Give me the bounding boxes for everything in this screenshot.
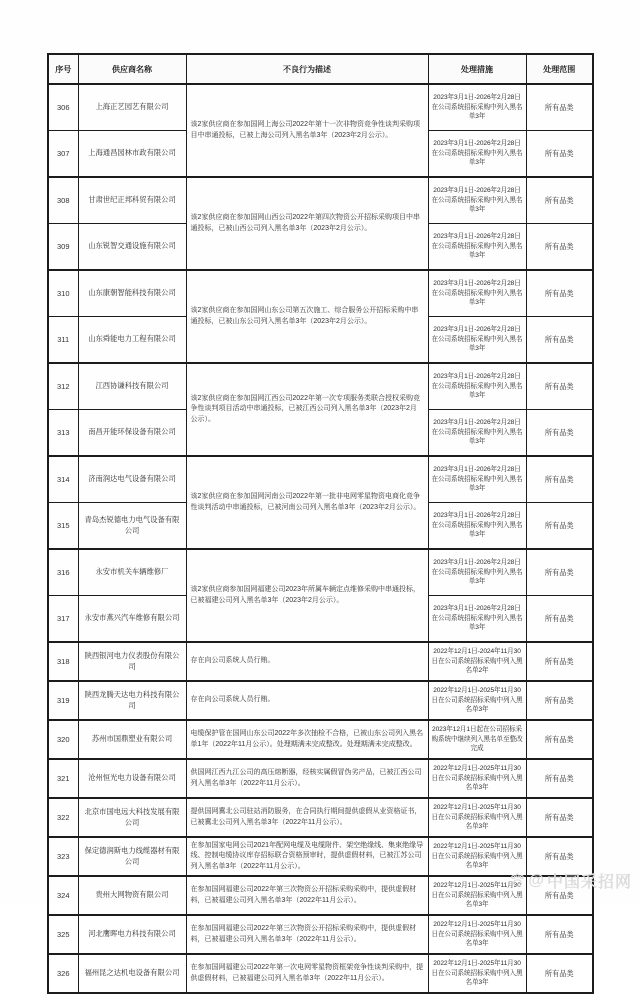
table-row <box>48 84 593 131</box>
behavior-description: 供国网江西九江公司的高压熔断器，经核实属假冒伪劣产品，已被江西公司列入黑名单3年（2022年11月公示）。 <box>186 759 428 798</box>
handling-scope: 所有品类 <box>526 915 593 954</box>
behavior-description: 该2家供应商在参加国网山东公司第五次施工、综合服务公开招标采购中串通投标，已被山东公司列入黑名单3年（2023年2月公示）。 <box>186 270 428 363</box>
supplier-name: 北京市国电远大科技发展有限公司 <box>78 798 186 837</box>
handling-measure: 2022年12月1日-2025年11月30日在公司系统招标采购中列入黑名单3年 <box>428 759 526 798</box>
behavior-description: 存在向公司系统人员行贿。 <box>186 642 428 681</box>
handling-measure: 2023年3月1日-2026年2月28日在公司系统招标采购中列入黑名单3年 <box>428 549 526 596</box>
supplier-name: 山东锐智交通设施有限公司 <box>78 224 186 271</box>
table-row <box>48 456 593 503</box>
handling-measure: 2023年3月1日-2026年2月28日在公司系统招标采购中列入黑名单3年 <box>428 224 526 271</box>
handling-measure: 2023年3月1日-2026年2月28日在公司系统招标采购中列入黑名单3年 <box>428 596 526 643</box>
supplier-name: 上海通昌园林市政有限公司 <box>78 131 186 178</box>
handling-measure: 2023年3月1日-2026年2月28日在公司系统招标采购中列入黑名单3年 <box>428 317 526 364</box>
table-row <box>48 363 593 410</box>
handling-measure: 2022年12月1日-2025年11月30日在公司系统招标采购中列入黑名单3年 <box>428 681 526 720</box>
behavior-description: 存在向公司系统人员行贿。 <box>186 681 428 720</box>
serial-number: 313 <box>48 410 78 457</box>
supplier-name: 永安市机关车辆维修厂 <box>78 549 186 596</box>
handling-scope: 所有品类 <box>526 681 593 720</box>
table-row <box>48 681 593 720</box>
handling-measure: 2023年12月1日起在公司招标采购系统中继续列入黑名单至整改完成 <box>428 720 526 759</box>
serial-number: 326 <box>48 954 78 993</box>
supplier-blacklist-table <box>47 53 594 994</box>
table-body <box>48 84 593 993</box>
handling-scope: 所有品类 <box>526 317 593 364</box>
handling-scope: 所有品类 <box>526 798 593 837</box>
supplier-name: 陕西银河电力仪表股份有限公司 <box>78 642 186 681</box>
handling-measure: 2023年3月1日-2026年2月28日在公司系统招标采购中列入黑名单3年 <box>428 503 526 550</box>
supplier-name: 沧州恒光电力设备有限公司 <box>78 759 186 798</box>
handling-measure: 2022年12月1日-2025年11月30日在公司系统招标采购中列入黑名单3年 <box>428 798 526 837</box>
serial-number: 324 <box>48 876 78 915</box>
serial-number: 306 <box>48 84 78 131</box>
supplier-name: 济南润达电气设备有限公司 <box>78 456 186 503</box>
handling-scope: 所有品类 <box>526 876 593 915</box>
handling-scope: 所有品类 <box>526 410 593 457</box>
serial-number: 310 <box>48 270 78 317</box>
serial-number: 315 <box>48 503 78 550</box>
supplier-name: 上海正艺园艺有限公司 <box>78 84 186 131</box>
handling-scope: 所有品类 <box>526 642 593 681</box>
blacklist-table-wrapper <box>47 53 594 994</box>
behavior-description: 该2家供应商在参加国网上海公司2022年第十一次非物资竞争性谈判采购项目中串通投标，已被上海公司列入黑名单3年（2023年2月公示）。 <box>186 84 428 177</box>
column-header-2: 不良行为描述 <box>186 54 428 84</box>
handling-measure: 2023年3月1日-2026年2月28日在公司系统招标采购中列入黑名单3年 <box>428 84 526 131</box>
handling-measure: 2022年12月1日-2025年11月30日在公司系统招标采购中列入黑名单3年 <box>428 876 526 915</box>
behavior-description: 提供国网冀北公司驻站消防服务，在合同执行期间提供虚假从业资格证书，已被冀北公司列入黑名单3年（2022年11月公示）。 <box>186 798 428 837</box>
handling-scope: 所有品类 <box>526 837 593 876</box>
handling-scope: 所有品类 <box>526 759 593 798</box>
serial-number: 322 <box>48 798 78 837</box>
behavior-description: 该2家供应商参加国网福建公司2023年所属车辆定点维修采购中串通投标，已被福建公司列入黑名单3年（2023年2月公示）。 <box>186 549 428 642</box>
behavior-description: 该2家供应商在参加国网江西公司2022年第一次专项服务类联合授权采购竞争性谈判项目活动中串通投标，已被江西公司列入黑名单3年（2023年2月公示）。 <box>186 363 428 456</box>
behavior-description: 该2家供应商在参加国网山西公司2022年第四次物资公开招标采购项目中串通投标，已被山西公司列入黑名单3年（2023年2月公示）。 <box>186 177 428 270</box>
handling-measure: 2023年3月1日-2026年2月28日在公司系统招标采购中列入黑名单3年 <box>428 270 526 317</box>
handling-scope: 所有品类 <box>526 84 593 131</box>
handling-measure: 2023年3月1日-2026年2月28日在公司系统招标采购中列入黑名单3年 <box>428 363 526 410</box>
serial-number: 312 <box>48 363 78 410</box>
supplier-name: 保定德润斯电力线缆器材有限公司 <box>78 837 186 876</box>
handling-measure: 2022年12月1日-2025年11月30日在公司系统招标采购中列入黑名单3年 <box>428 837 526 876</box>
table-row <box>48 642 593 681</box>
serial-number: 325 <box>48 915 78 954</box>
serial-number: 318 <box>48 642 78 681</box>
handling-scope: 所有品类 <box>526 456 593 503</box>
handling-scope: 所有品类 <box>526 596 593 643</box>
supplier-name: 河北鹰晖电力科技有限公司 <box>78 915 186 954</box>
column-header-4: 处理范围 <box>526 54 593 84</box>
supplier-name: 山东康朝智能科技有限公司 <box>78 270 186 317</box>
table-row <box>48 759 593 798</box>
behavior-description: 在参加国网福建公司2022年第三次物资公开招标采购采购中，提供虚假材料，已被福建公司列入黑名单3年（2022年11月公示）。 <box>186 915 428 954</box>
supplier-name: 南昌开能环保设备有限公司 <box>78 410 186 457</box>
handling-scope: 所有品类 <box>526 503 593 550</box>
table-row <box>48 915 593 954</box>
handling-measure: 2023年3月1日-2026年2月28日在公司系统招标采购中列入黑名单3年 <box>428 177 526 224</box>
serial-number: 314 <box>48 456 78 503</box>
handling-scope: 所有品类 <box>526 177 593 224</box>
handling-scope: 所有品类 <box>526 363 593 410</box>
paw-logo-icon <box>509 872 526 889</box>
handling-scope: 所有品类 <box>526 131 593 178</box>
table-row <box>48 798 593 837</box>
handling-scope: 所有品类 <box>526 954 593 993</box>
handling-measure: 2023年3月1日-2026年2月28日在公司系统招标采购中列入黑名单3年 <box>428 410 526 457</box>
serial-number: 323 <box>48 837 78 876</box>
supplier-name: 永安市燕兴汽车维修有限公司 <box>78 596 186 643</box>
behavior-description: 在参加国网福建公司2022年第三次物资公开招标采购采购中，提供虚假材料，已被福建公司列入黑名单3年（2022年11月公示）。 <box>186 876 428 915</box>
table-row <box>48 549 593 596</box>
handling-measure: 2022年12月1日-2025年11月30日在公司系统招标采购中列入黑名单3年 <box>428 915 526 954</box>
behavior-description: 该2家供应商在参加国网河南公司2022年第一批非电网零星物资电商化竞争性谈判活动中串通投标，已被河南公司列入黑名单3年（2023年2月公示）。 <box>186 456 428 549</box>
watermark-text: 中国采招网 <box>546 874 632 891</box>
table-row <box>48 720 593 759</box>
table-header <box>48 54 593 84</box>
table-row <box>48 177 593 224</box>
supplier-name: 青岛杰锐德电力电气设备有限公司 <box>78 503 186 550</box>
supplier-name: 贵州大网物资有限公司 <box>78 876 186 915</box>
handling-scope: 所有品类 <box>526 720 593 759</box>
handling-scope: 所有品类 <box>526 270 593 317</box>
table-row <box>48 954 593 993</box>
column-header-3: 处理措施 <box>428 54 526 84</box>
supplier-name: 江西协谦科技有限公司 <box>78 363 186 410</box>
behavior-description: 电缆保护管在国网山东公司2022年多次抽检不合格，已被山东公司列入黑名单1年（2022年11月公示）。处理期满未完成整改。处理期满未完成整改。 <box>186 720 428 759</box>
watermark <box>509 869 632 892</box>
serial-number: 311 <box>48 317 78 364</box>
supplier-name: 山东舜能电力工程有限公司 <box>78 317 186 364</box>
serial-number: 320 <box>48 720 78 759</box>
watermark-at-sign: @ <box>528 871 545 889</box>
column-header-1: 供应商名称 <box>78 54 186 84</box>
behavior-description: 在参加国家电网公司2021年配网电缆及电缆附件、架空绝缘线、集束绝缘导线、控制电缆协议库存招标联合资格预审时，提供虚假材料，已被江苏公司列入黑名单3年（2022年11月公示）。 <box>186 837 428 876</box>
serial-number: 319 <box>48 681 78 720</box>
serial-number: 307 <box>48 131 78 178</box>
behavior-description: 在参加国网福建公司2022年第一次电网零星物资框架竞争性谈判采购中，提供虚假材料，已被福建公司列入黑名单3年（2022年11月公示）。 <box>186 954 428 993</box>
supplier-name: 福州昆之达机电设备有限公司 <box>78 954 186 993</box>
serial-number: 321 <box>48 759 78 798</box>
handling-measure: 2023年3月1日-2026年2月28日在公司系统招标采购中列入黑名单3年 <box>428 131 526 178</box>
serial-number: 317 <box>48 596 78 643</box>
serial-number: 316 <box>48 549 78 596</box>
handling-measure: 2022年12月1日-2024年11月30日在公司系统招标采购中列入黑名单2年 <box>428 642 526 681</box>
handling-measure: 2022年12月1日-2025年11月30日在公司系统招标采购中列入黑名单3年 <box>428 954 526 993</box>
handling-scope: 所有品类 <box>526 549 593 596</box>
supplier-name: 甘肃世纪正邦科贸有限公司 <box>78 177 186 224</box>
supplier-name: 陕西龙腾天达电力科技有限公司 <box>78 681 186 720</box>
header-row <box>48 54 593 84</box>
handling-measure: 2023年3月1日-2026年2月28日在公司系统招标采购中列入黑名单3年 <box>428 456 526 503</box>
handling-scope: 所有品类 <box>526 224 593 271</box>
column-header-0: 序号 <box>48 54 78 84</box>
serial-number: 309 <box>48 224 78 271</box>
table-row <box>48 270 593 317</box>
serial-number: 308 <box>48 177 78 224</box>
supplier-name: 苏州市国鼎塑业有限公司 <box>78 720 186 759</box>
